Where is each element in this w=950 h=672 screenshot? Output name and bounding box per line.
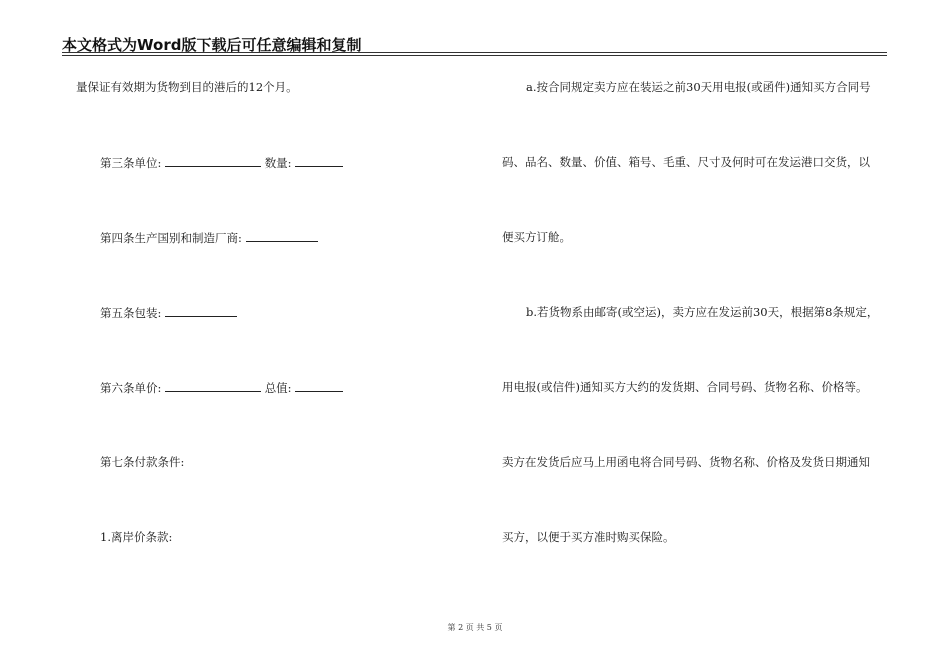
clause-5-packing — [100, 305, 237, 320]
clause-7-payment: 第七条付款条件: — [100, 455, 185, 469]
clause-6-price-blank[interactable] — [165, 380, 261, 392]
right-line-b3: 卖方在发货后应马上用函电将合同号码、货物名称、价格及发货日期通知 — [502, 455, 870, 469]
right-line-b1: b.若货物系由邮寄(或空运)，卖方应在发运前30天，根据第8条规定， — [526, 305, 879, 319]
clause-5-blank[interactable] — [165, 305, 237, 317]
clause-4-blank[interactable] — [246, 230, 318, 242]
clause-3-unit-blank[interactable] — [165, 155, 261, 167]
right-line-b4: 买方，以便于买方准时购买保险。 — [502, 530, 675, 544]
right-line-a1: a.按合同规定卖方应在装运之前30天用电报(或函件)通知买方合同号 — [526, 80, 871, 94]
clause-4-manufacturer — [100, 230, 318, 245]
clause-6-price-label: 第六条单价: — [100, 381, 162, 395]
clause-6-price-total — [100, 380, 343, 395]
right-line-a3: 便买方订舱。 — [502, 230, 571, 244]
clause-5-label: 第五条包装: — [100, 306, 162, 320]
clause-3-quantity-blank[interactable] — [295, 155, 343, 167]
header-rule-top — [62, 52, 887, 53]
clause-7-item-1-fob: 1.离岸价条款: — [100, 530, 173, 544]
right-line-b2: 用电报(或信件)通知买方大约的发货期、合同号码、货物名称、价格等。 — [502, 380, 868, 394]
clause-3-unit-quantity — [100, 155, 343, 170]
left-line-warranty: 量保证有效期为货物到目的港后的12个月。 — [76, 80, 298, 94]
clause-6-total-label: 总值: — [264, 381, 292, 395]
right-line-a2: 码、品名、数量、价值、箱号、毛重、尺寸及何时可在发运港口交货，以 — [502, 155, 870, 169]
page-number: 第 2 页 共 5 页 — [447, 623, 503, 632]
clause-3-quantity-label: 数量: — [264, 156, 292, 170]
header-rule-bottom — [62, 55, 887, 56]
clause-6-total-blank[interactable] — [295, 380, 343, 392]
clause-4-label: 第四条生产国别和制造厂商: — [100, 231, 242, 245]
clause-3-unit-label: 第三条单位: — [100, 156, 162, 170]
document-header-title: 本文格式为Word版下载后可任意编辑和复制 — [62, 36, 362, 54]
